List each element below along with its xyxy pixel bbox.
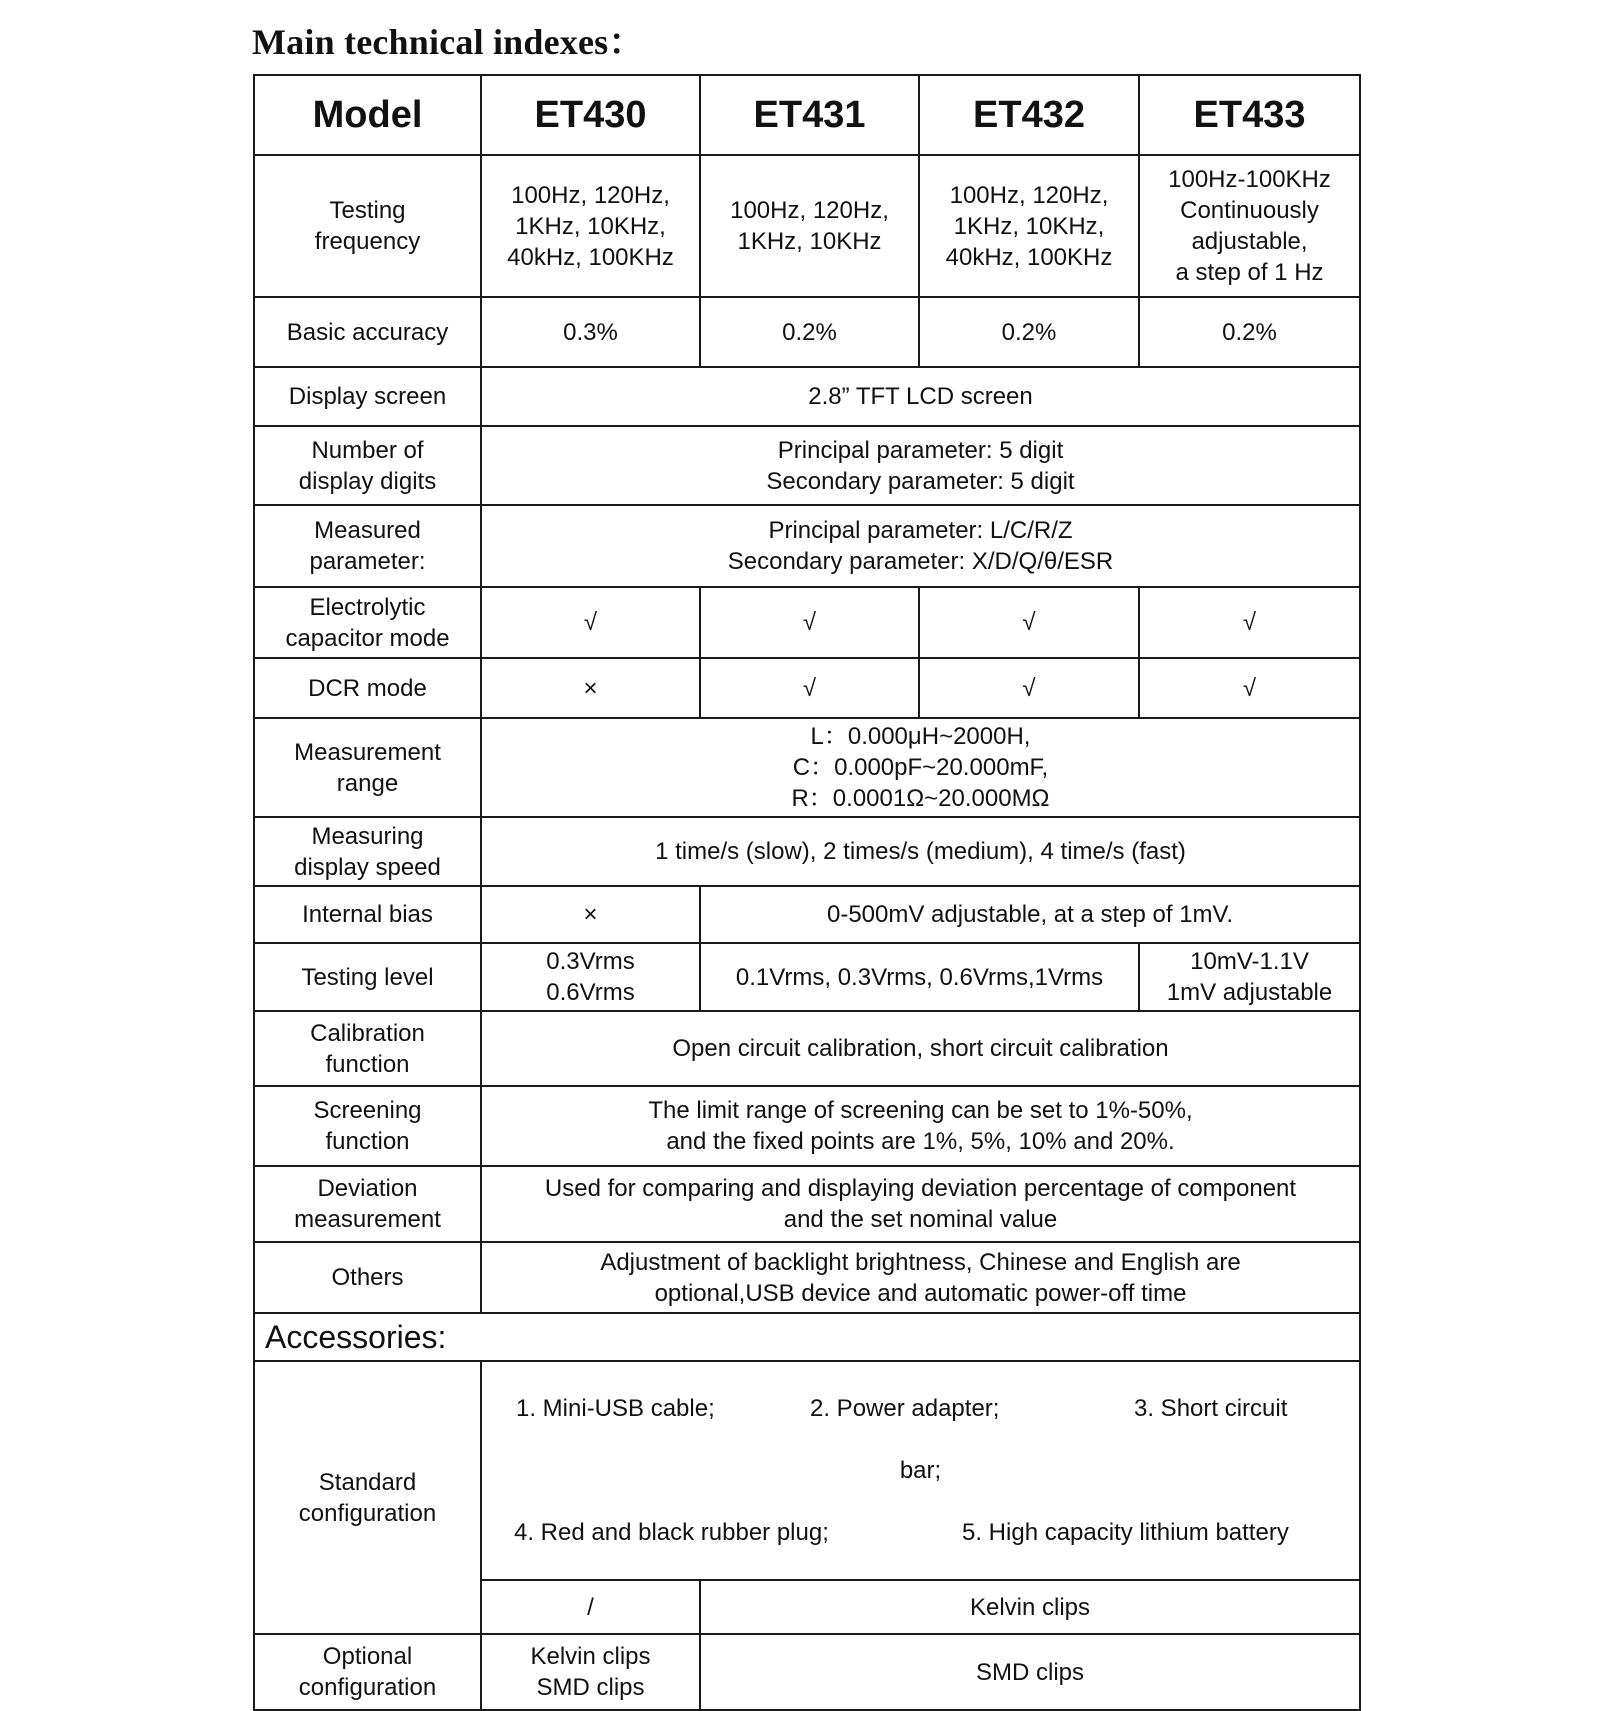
header-model: Model — [254, 75, 481, 155]
table-row — [254, 1011, 1360, 1086]
cell-value: 0.3Vrms 0.6Vrms — [481, 943, 700, 1011]
table-row — [254, 1242, 1360, 1313]
accessory-item: 5. High capacity lithium battery — [962, 1519, 1289, 1546]
row-label: DCR mode — [254, 658, 481, 718]
table-row — [254, 587, 1360, 658]
cell-value: / — [481, 1580, 700, 1634]
cell-value: Kelvin clips SMD clips — [481, 1634, 700, 1710]
accessories-title: Accessories: — [254, 1313, 1360, 1361]
cell-value: 100Hz, 120Hz, 1KHz, 10KHz, 40kHz, 100KHz — [481, 155, 700, 297]
table-row — [254, 155, 1360, 297]
accessory-item: 3. Short circuit — [1134, 1395, 1288, 1422]
row-label: Calibration function — [254, 1011, 481, 1086]
standard-items-line3 — [482, 1517, 1359, 1548]
table-row — [254, 1086, 1360, 1166]
row-label: Basic accuracy — [254, 297, 481, 367]
row-label: Display screen — [254, 367, 481, 426]
accessory-item: 1. Mini-USB cable; — [516, 1395, 715, 1422]
table-row — [254, 817, 1360, 886]
header-et433: ET433 — [1139, 75, 1360, 155]
cell-value: L：0.000μH~2000H, C：0.000pF~20.000mF, R：0.0001Ω~20.000MΩ — [481, 718, 1360, 817]
table-row — [254, 658, 1360, 718]
standard-items-line1 — [482, 1393, 1359, 1424]
check-mark: √ — [481, 587, 700, 658]
check-mark: √ — [1139, 587, 1360, 658]
row-label: Internal bias — [254, 886, 481, 943]
cell-value: The limit range of screening can be set to 1%-50%, and the fixed points are 1%, 5%, 10% and 20%. — [481, 1086, 1360, 1166]
cell-value: Principal parameter: 5 digit Secondary parameter: 5 digit — [481, 426, 1360, 505]
cell-value: Open circuit calibration, short circuit calibration — [481, 1011, 1360, 1086]
cross-mark: × — [481, 658, 700, 718]
row-label: Standard configuration — [254, 1361, 481, 1634]
spec-table — [253, 74, 1361, 1711]
row-label: Testing frequency — [254, 155, 481, 297]
cross-mark: × — [481, 886, 700, 943]
cell-value: 10mV-1.1V 1mV adjustable — [1139, 943, 1360, 1011]
row-label: Measured parameter: — [254, 505, 481, 587]
row-label: Optional configuration — [254, 1634, 481, 1710]
cell-value: 1 time/s (slow), 2 times/s (medium), 4 time/s (fast) — [481, 817, 1360, 886]
row-label: Number of display digits — [254, 426, 481, 505]
row-label: Measurement range — [254, 718, 481, 817]
table-row — [254, 1634, 1360, 1710]
table-row — [254, 943, 1360, 1011]
cell-value: SMD clips — [700, 1634, 1360, 1710]
cell-value: 0.3% — [481, 297, 700, 367]
page-title: Main technical indexes： — [252, 22, 645, 62]
accessory-item: 4. Red and black rubber plug; — [514, 1519, 829, 1546]
cell-value: 2.8” TFT LCD screen — [481, 367, 1360, 426]
table-row — [254, 505, 1360, 587]
cell-value: 0.2% — [1139, 297, 1360, 367]
row-label: Measuring display speed — [254, 817, 481, 886]
cell-value: Kelvin clips — [700, 1580, 1360, 1634]
table-row — [254, 886, 1360, 943]
row-label: Screening function — [254, 1086, 481, 1166]
table-row — [254, 1166, 1360, 1242]
cell-value: 0.1Vrms, 0.3Vrms, 0.6Vrms,1Vrms — [700, 943, 1139, 1011]
table-row — [254, 426, 1360, 505]
header-et431: ET431 — [700, 75, 919, 155]
row-label: Others — [254, 1242, 481, 1313]
check-mark: √ — [919, 658, 1139, 718]
header-et430: ET430 — [481, 75, 700, 155]
accessory-item: bar; — [899, 1457, 942, 1484]
check-mark: √ — [700, 658, 919, 718]
cell-value: Adjustment of backlight brightness, Chinese and English are optional,USB device and automatic power-off time — [481, 1242, 1360, 1313]
cell-value: 100Hz, 120Hz, 1KHz, 10KHz, 40kHz, 100KHz — [919, 155, 1139, 297]
cell-value: 100Hz-100KHz Continuously adjustable, a step of 1 Hz — [1139, 155, 1360, 297]
header-row — [254, 75, 1360, 155]
standard-items — [481, 1361, 1360, 1580]
row-label: Deviation measurement — [254, 1166, 481, 1242]
table-row — [254, 367, 1360, 426]
check-mark: √ — [919, 587, 1139, 658]
row-label: Electrolytic capacitor mode — [254, 587, 481, 658]
cell-value: 100Hz, 120Hz, 1KHz, 10KHz — [700, 155, 919, 297]
row-label: Testing level — [254, 943, 481, 1011]
check-mark: √ — [1139, 658, 1360, 718]
cell-value: 0-500mV adjustable, at a step of 1mV. — [700, 886, 1360, 943]
cell-value: Principal parameter: L/C/R/Z Secondary parameter: X/D/Q/θ/ESR — [481, 505, 1360, 587]
accessory-item: 2. Power adapter; — [810, 1395, 1000, 1422]
cell-value: 0.2% — [700, 297, 919, 367]
check-mark: √ — [700, 587, 919, 658]
accessories-header-row — [254, 1313, 1360, 1361]
cell-value: 0.2% — [919, 297, 1139, 367]
header-et432: ET432 — [919, 75, 1139, 155]
table-row — [254, 297, 1360, 367]
cell-value: Used for comparing and displaying deviation percentage of component and the set nominal value — [481, 1166, 1360, 1242]
table-row — [254, 1361, 1360, 1580]
table-row — [254, 718, 1360, 817]
